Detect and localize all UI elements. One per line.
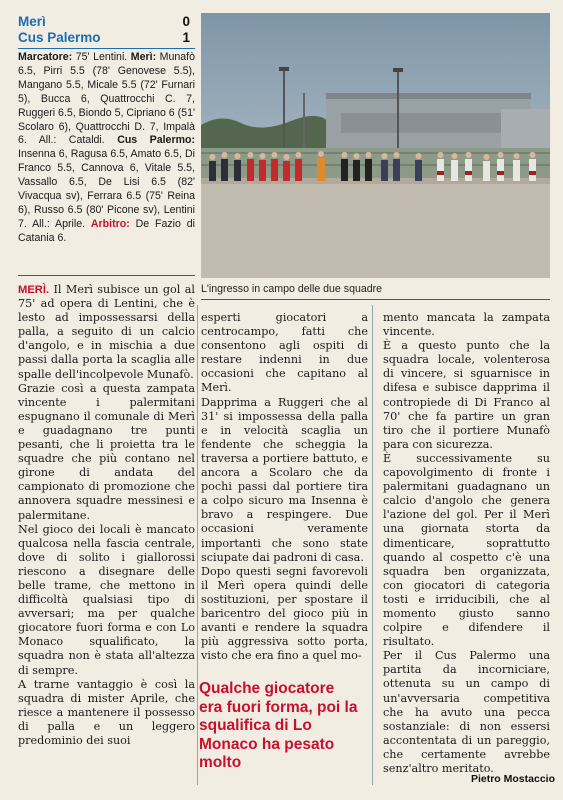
scorer-label: Marcatore: xyxy=(18,51,73,63)
paragraph: Nel gioco dei locali è mancato qualcosa nella fascia centrale, dove di solito i giallorossi riescono a disegnare delle belle trame, che mettono in difficoltà qualsiasi tipo di avversari; ma per qualche giocatore fuori forma e con Lo Monaco squalificato, la squadra non è stata all'altezza di sempre. xyxy=(18,522,195,677)
meri-lineup: Munafò 6.5, Pirri 5.5 (78' Genovese 5.5), Mangano 5.5, Micale 5.5 (72' Furnari 5), Bucca 6, Quattrocchi C. 7, Ruggeri 6.5, Biondo 5, Cipriano 6 (51' Scolaro 6), Quattrocchi D. 7, Impalà 6. All.: Cataldi. xyxy=(18,51,195,147)
paragraph: mento mancata la zampata vincente. xyxy=(383,311,550,339)
score-row-away xyxy=(18,30,190,46)
article-kicker: MERÌ. xyxy=(18,284,50,296)
caption-divider xyxy=(201,299,550,300)
cus-lineup: Insenna 6, Ragusa 6.5, Amato 6.5, Di Franco 5.5, Cannova 6, Vitale 5.5, Vassallo 6.5, De Lisi 6.5 (82' Vivacqua sv), Ferrara 6.5 (75' Reina 6), Russo 6.5 (80' Picone sv), Lentini 7. All.: Aprile. xyxy=(18,148,195,230)
paragraph: Grazie così a questa zampata vincente i palermitani espugnano il comunale di Merì e guadagnano tre punti pesanti, che li proietta tra le squadre che più contano nel girone di andata del campionato di promozione che annovera squadre messinesi e palermitane. xyxy=(18,381,195,522)
teams-entering-field-image xyxy=(201,13,550,278)
match-lineups xyxy=(18,51,195,246)
photo-caption: L'ingresso in campo delle due squadre xyxy=(201,283,383,295)
paragraph: È a questo punto che la squadra locale, volenterosa di vincere, si sguarnisce in difesa e subisce dapprima il contropiede di Di Franco al 70' che fa partire un gran tiro che il portiere Munafò para con sicurezza. xyxy=(383,339,550,451)
article-column-2 xyxy=(201,311,368,663)
byline: Pietro Mostaccio xyxy=(470,773,555,785)
column-rule xyxy=(372,305,373,785)
cus-lineup-label: Cus Palermo: xyxy=(117,134,195,147)
paragraph: È successivamente su capovolgimento di fronte i palermitani guadagnano un calcio d'angolo che genera l'azione del gol. Per il Merì una giornata storta da dimenticare, soprattutto quando al cospetto c'è una squadra ben organizzata, con giocatori di categoria tosti e irriducibili, che al momento giusto sanno colpire e difendere il risultato. xyxy=(383,451,550,649)
referee-value: De Fazio di Catania 6. xyxy=(18,217,195,244)
paragraph-text: Il Merì subisce un gol al 75' ad opera di Lentini, che è lesto ad impossessarsi della palla, a seguito di un calcio d'angolo, e in mischia a due passi dalla porta la scaglia alle spalle dell'incolpevole Munafò. xyxy=(18,283,195,381)
scoreboard-divider xyxy=(18,48,195,49)
pull-quote: Qualche giocatore era fuori forma, poi la squalifica di Lo Monaco ha pesato molto xyxy=(199,680,358,771)
paragraph: Dapprima a Ruggeri che al 31' si impossessa della palla e in velocità scaglia un fendente che scheggia la traversa a portiere battuto, e ancora a Scolaro che da pochi passi dal portiere tira a colpo sicuro ma Insenna è bravo a respingere. Due occasioni veramente importanti che sono state sciupate dai padroni di casa. xyxy=(201,395,368,564)
home-score: 0 xyxy=(182,14,190,29)
paragraph: Dopo questi segni favorevoli il Merì opera quindi delle sostituzioni, per spostare il baricentro del gioco più in avanti e rendere la squadra più aggressiva sotto porta, visto che era fino a quel mo- xyxy=(201,564,368,663)
paragraph: esperti giocatori a centrocampo, fatti che consentono agli ospiti di restare indenni in due occasioni che capitano al Merì. xyxy=(201,311,368,395)
match-photo xyxy=(201,13,550,278)
scoreboard xyxy=(18,14,190,46)
scorer-value: 75' Lentini. xyxy=(72,51,131,63)
home-team: Merì xyxy=(18,14,46,29)
paragraph: A trarne vantaggio è così la squadra di mister Aprile, che riesce a mantenere il possesso di palla e un leggero predominio dei suoi xyxy=(18,677,195,747)
paragraph xyxy=(18,283,195,382)
column-rule xyxy=(197,305,198,785)
paragraph: Per il Cus Palermo una partita da incorniciare, ottenuta su un campo di un'avversaria competitiva che ha avuto una pecca sostanziale: di non essersi accontentata di un pareggio, che certamente avrebbe senz'altro meritato. xyxy=(383,649,550,775)
away-team: Cus Palermo xyxy=(18,30,101,45)
away-score: 1 xyxy=(182,30,190,45)
article-column-1 xyxy=(18,283,195,748)
lineup-divider xyxy=(18,275,195,276)
article-column-3 xyxy=(383,311,550,776)
score-row-home xyxy=(18,14,190,30)
referee-label: Arbitro: xyxy=(90,217,130,230)
meri-lineup-label: Merì: xyxy=(130,51,157,63)
